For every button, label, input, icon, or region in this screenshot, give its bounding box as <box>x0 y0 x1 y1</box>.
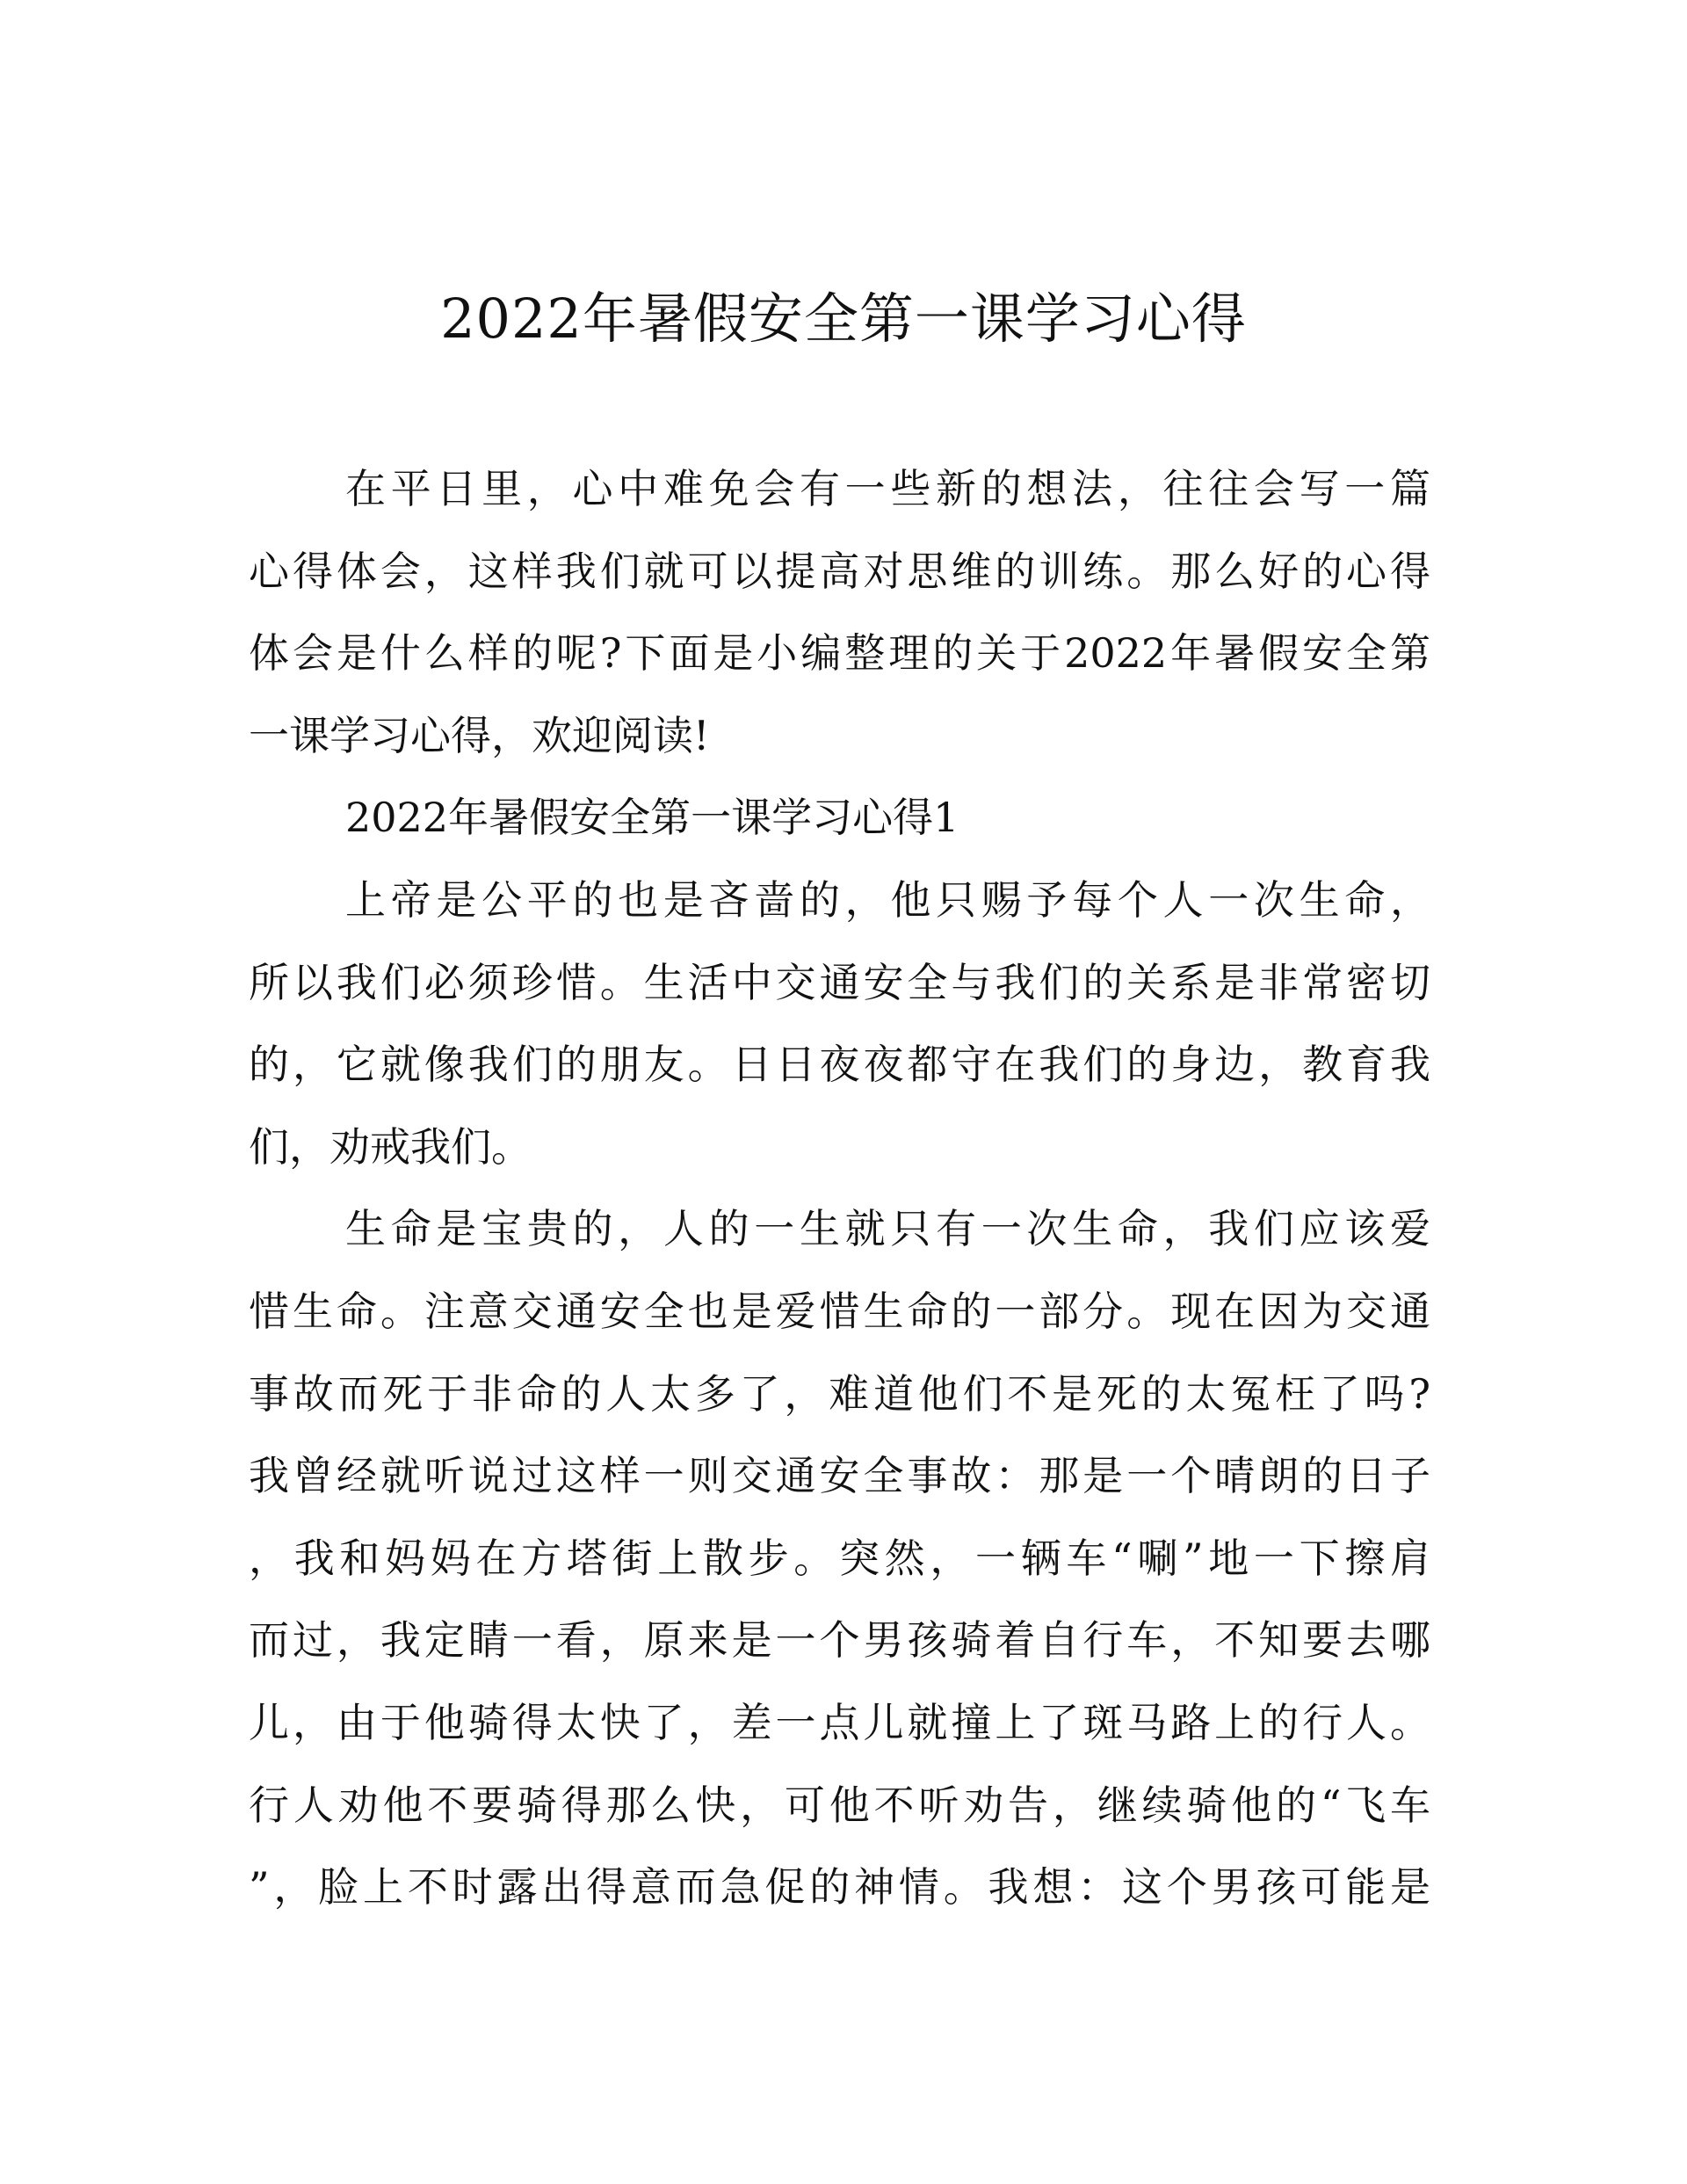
text-line: 的，它就像我们的朋友。日日夜夜都守在我们的身边，教育我 <box>249 1041 1430 1089</box>
text-line: 体会是什么样的呢?下面是小编整理的关于2022年暑假安全第 <box>249 629 1430 678</box>
text-line: 一课学习心得，欢迎阅读! <box>249 711 710 759</box>
text-line: 心得体会，这样我们就可以提高对思维的训练。那么好的心得 <box>249 547 1430 595</box>
document-title: 2022年暑假安全第一课学习心得 <box>440 287 1247 351</box>
text-line: 惜生命。注意交通安全也是爱惜生命的一部分。现在因为交通 <box>249 1287 1430 1335</box>
text-line: ”，脸上不时露出得意而急促的神情。我想：这个男孩可能是 <box>249 1863 1430 1912</box>
text-line: 儿，由于他骑得太快了，差一点儿就撞上了斑马路上的行人。 <box>249 1698 1430 1746</box>
text-line: 事故而死于非命的人太多了，难道他们不是死的太冤枉了吗? <box>249 1369 1430 1418</box>
text-line: 我曾经就听说过这样一则交通安全事故：那是一个晴朗的日子 <box>249 1452 1430 1500</box>
text-line: 而过，我定睛一看，原来是一个男孩骑着自行车，不知要去哪 <box>249 1616 1430 1665</box>
text-line: 们，劝戒我们。 <box>249 1122 532 1171</box>
text-line: 上帝是公平的也是吝啬的，他只赐予每个人一次生命， <box>345 875 1430 924</box>
text-line: ，我和妈妈在方塔街上散步。突然，一辆车“唰”地一下擦肩 <box>249 1534 1430 1582</box>
text-line: 行人劝他不要骑得那么快，可他不听劝告，继续骑他的“飞车 <box>249 1781 1430 1829</box>
text-line: 2022年暑假安全第一课学习心得1 <box>345 794 959 842</box>
text-line: 在平日里，心中难免会有一些新的想法，往往会写一篇 <box>345 465 1430 512</box>
text-line: 所以我们必须珍惜。生活中交通安全与我们的关系是非常密切 <box>249 958 1430 1006</box>
document-body <box>249 448 1430 1929</box>
text-line: 生命是宝贵的，人的一生就只有一次生命，我们应该爱 <box>345 1205 1430 1253</box>
